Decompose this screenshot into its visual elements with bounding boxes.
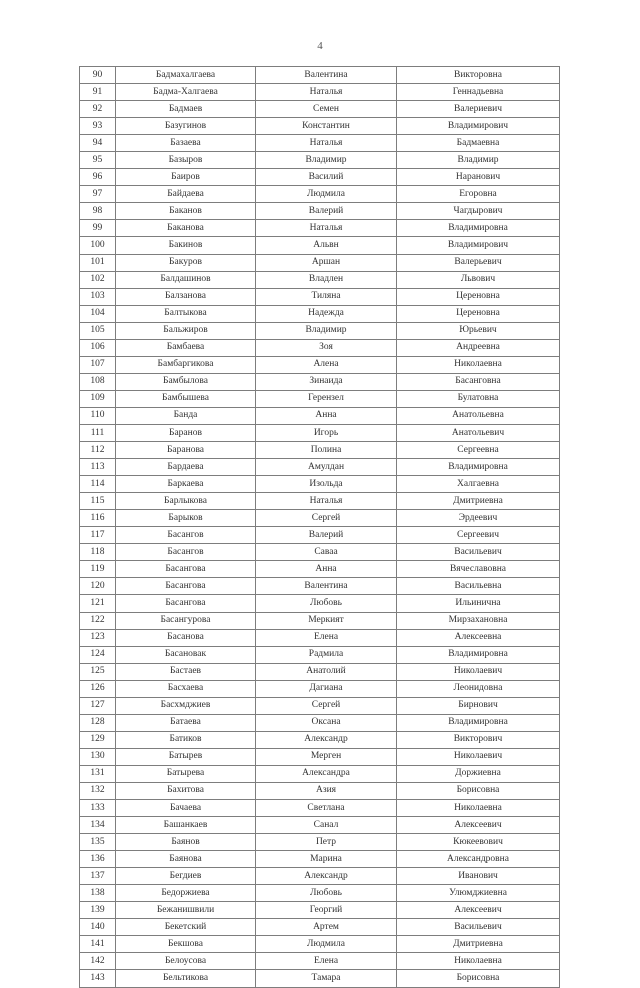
row-number-cell: 138 [80,885,116,902]
first-name-cell: Любовь [256,885,397,902]
first-name-cell: Сергей [256,510,397,527]
last-name-cell: Банда [116,407,256,424]
row-number-cell: 129 [80,731,116,748]
last-name-cell: Бардаева [116,459,256,476]
patronymic-cell: Александровна [397,851,560,868]
row-number-cell: 96 [80,169,116,186]
table-row [80,748,560,765]
first-name-cell: Азия [256,782,397,799]
patronymic-cell: Иванович [397,868,560,885]
patronymic-cell: Дмитриевна [397,936,560,953]
first-name-cell: Дагиана [256,680,397,697]
first-name-cell: Петр [256,834,397,851]
row-number-cell: 101 [80,254,116,271]
table-row [80,612,560,629]
row-number-cell: 112 [80,442,116,459]
row-number-cell: 123 [80,629,116,646]
first-name-cell: Любовь [256,595,397,612]
table-row [80,288,560,305]
table-row [80,169,560,186]
first-name-cell: Наталья [256,220,397,237]
row-number-cell: 140 [80,919,116,936]
last-name-cell: Барыков [116,510,256,527]
first-name-cell: Радмила [256,646,397,663]
last-name-cell: Базыров [116,152,256,169]
table-row [80,868,560,885]
patronymic-cell: Львович [397,271,560,288]
patronymic-cell: Наранович [397,169,560,186]
patronymic-cell: Халгаевна [397,476,560,493]
patronymic-cell: Дмитриевна [397,493,560,510]
last-name-cell: Байдаева [116,186,256,203]
last-name-cell: Баркаева [116,476,256,493]
row-number-cell: 128 [80,714,116,731]
table-row [80,970,560,987]
patronymic-cell: Викторовна [397,67,560,84]
patronymic-cell: Николаевич [397,748,560,765]
row-number-cell: 118 [80,544,116,561]
last-name-cell: Базаева [116,135,256,152]
table-row [80,101,560,118]
row-number-cell: 92 [80,101,116,118]
last-name-cell: Баканов [116,203,256,220]
row-number-cell: 120 [80,578,116,595]
first-name-cell: Марина [256,851,397,868]
table-row [80,646,560,663]
last-name-cell: Бекшова [116,936,256,953]
table-row [80,629,560,646]
row-number-cell: 113 [80,459,116,476]
table-row [80,561,560,578]
last-name-cell: Баранов [116,424,256,441]
patronymic-cell: Валериевич [397,101,560,118]
first-name-cell: Валентина [256,67,397,84]
patronymic-cell: Сергеевич [397,527,560,544]
last-name-cell: Басхмджиев [116,697,256,714]
patronymic-cell: Валерьевич [397,254,560,271]
last-name-cell: Басангова [116,561,256,578]
table-row [80,442,560,459]
last-name-cell: Белоусова [116,953,256,970]
table-row [80,271,560,288]
last-name-cell: Бекетский [116,919,256,936]
patronymic-cell: Басанговна [397,373,560,390]
last-name-cell: Бадма-Халгаева [116,84,256,101]
patronymic-cell: Цереновна [397,288,560,305]
patronymic-cell: Николаевна [397,800,560,817]
last-name-cell: Басанова [116,629,256,646]
first-name-cell: Александра [256,765,397,782]
last-name-cell: Батырев [116,748,256,765]
first-name-cell: Людмила [256,936,397,953]
row-number-cell: 93 [80,118,116,135]
last-name-cell: Баянова [116,851,256,868]
patronymic-cell: Владимировна [397,646,560,663]
row-number-cell: 108 [80,373,116,390]
last-name-cell: Басангов [116,544,256,561]
row-number-cell: 110 [80,407,116,424]
table-row [80,527,560,544]
row-number-cell: 125 [80,663,116,680]
patronymic-cell: Улюмджиевна [397,885,560,902]
last-name-cell: Бамбаргикова [116,356,256,373]
last-name-cell: Басангов [116,527,256,544]
row-number-cell: 122 [80,612,116,629]
patronymic-cell: Владимир [397,152,560,169]
last-name-cell: Бадмаев [116,101,256,118]
patronymic-cell: Владимировна [397,714,560,731]
patronymic-cell: Леонидовна [397,680,560,697]
last-name-cell: Бастаев [116,663,256,680]
table-row [80,595,560,612]
patronymic-cell: Андреевна [397,339,560,356]
row-number-cell: 124 [80,646,116,663]
first-name-cell: Анна [256,407,397,424]
first-name-cell: Аршан [256,254,397,271]
patronymic-cell: Владимировна [397,459,560,476]
table-row [80,305,560,322]
first-name-cell: Владимир [256,152,397,169]
table-row [80,322,560,339]
patronymic-cell: Анатольевич [397,424,560,441]
last-name-cell: Базугинов [116,118,256,135]
first-name-cell: Георгий [256,902,397,919]
last-name-cell: Бедоржиева [116,885,256,902]
first-name-cell: Елена [256,629,397,646]
row-number-cell: 143 [80,970,116,987]
row-number-cell: 136 [80,851,116,868]
patronymic-cell: Бирнович [397,697,560,714]
first-name-cell: Изольда [256,476,397,493]
table-row [80,851,560,868]
first-name-cell: Наталья [256,493,397,510]
first-name-cell: Александр [256,868,397,885]
last-name-cell: Бежанишвили [116,902,256,919]
first-name-cell: Наталья [256,135,397,152]
table-row [80,663,560,680]
last-name-cell: Бакинов [116,237,256,254]
patronymic-cell: Борисовна [397,970,560,987]
table-row [80,493,560,510]
first-name-cell: Оксана [256,714,397,731]
last-name-cell: Баканова [116,220,256,237]
patronymic-cell: Юрьевич [397,322,560,339]
row-number-cell: 95 [80,152,116,169]
row-number-cell: 126 [80,680,116,697]
first-name-cell: Елена [256,953,397,970]
table-row [80,424,560,441]
table-row [80,953,560,970]
row-number-cell: 116 [80,510,116,527]
table-row [80,84,560,101]
first-name-cell: Владлен [256,271,397,288]
row-number-cell: 119 [80,561,116,578]
table-row [80,902,560,919]
first-name-cell: Валерий [256,203,397,220]
first-name-cell: Людмила [256,186,397,203]
table-row [80,186,560,203]
row-number-cell: 109 [80,390,116,407]
last-name-cell: Бахитова [116,782,256,799]
row-number-cell: 127 [80,697,116,714]
row-number-cell: 121 [80,595,116,612]
row-number-cell: 132 [80,782,116,799]
last-name-cell: Бамбаева [116,339,256,356]
patronymic-cell: Ильинична [397,595,560,612]
patronymic-cell: Викторович [397,731,560,748]
row-number-cell: 114 [80,476,116,493]
first-name-cell: Анатолий [256,663,397,680]
row-number-cell: 105 [80,322,116,339]
patronymic-cell: Николаевна [397,356,560,373]
patronymic-cell: Егоровна [397,186,560,203]
table-row [80,936,560,953]
last-name-cell: Барлыкова [116,493,256,510]
patronymic-cell: Владимирович [397,118,560,135]
first-name-cell: Меркият [256,612,397,629]
patronymic-cell: Геннадьевна [397,84,560,101]
row-number-cell: 102 [80,271,116,288]
last-name-cell: Басангова [116,578,256,595]
table-row [80,407,560,424]
last-name-cell: Бегдиев [116,868,256,885]
last-name-cell: Балтыкова [116,305,256,322]
patronymic-cell: Кюкеевович [397,834,560,851]
row-number-cell: 135 [80,834,116,851]
table-row [80,714,560,731]
patronymic-cell: Алексеевич [397,817,560,834]
table-row [80,254,560,271]
last-name-cell: Бальжиров [116,322,256,339]
last-name-cell: Бадмахалгаева [116,67,256,84]
table-row [80,476,560,493]
patronymic-cell: Эрдеевич [397,510,560,527]
table-row [80,67,560,84]
table-row [80,135,560,152]
first-name-cell: Валентина [256,578,397,595]
row-number-cell: 94 [80,135,116,152]
patronymic-cell: Васильевна [397,578,560,595]
last-name-cell: Басановак [116,646,256,663]
table-row [80,390,560,407]
row-number-cell: 141 [80,936,116,953]
table-row [80,510,560,527]
first-name-cell: Светлана [256,800,397,817]
first-name-cell: Санал [256,817,397,834]
last-name-cell: Батырева [116,765,256,782]
first-name-cell: Валерий [256,527,397,544]
row-number-cell: 111 [80,424,116,441]
patronymic-cell: Бадмаевна [397,135,560,152]
table-row [80,697,560,714]
patronymic-cell: Владимирович [397,237,560,254]
patronymic-cell: Мирзахановна [397,612,560,629]
row-number-cell: 137 [80,868,116,885]
patronymic-cell: Васильевич [397,544,560,561]
table-row [80,459,560,476]
last-name-cell: Батаева [116,714,256,731]
first-name-cell: Игорь [256,424,397,441]
row-number-cell: 98 [80,203,116,220]
last-name-cell: Басангова [116,595,256,612]
first-name-cell: Александр [256,731,397,748]
first-name-cell: Наталья [256,84,397,101]
first-name-cell: Владимир [256,322,397,339]
first-name-cell: Василий [256,169,397,186]
first-name-cell: Сергей [256,697,397,714]
row-number-cell: 103 [80,288,116,305]
row-number-cell: 117 [80,527,116,544]
patronymic-cell: Вячеславовна [397,561,560,578]
first-name-cell: Полина [256,442,397,459]
first-name-cell: Тиляна [256,288,397,305]
table-row [80,203,560,220]
first-name-cell: Семен [256,101,397,118]
row-number-cell: 134 [80,817,116,834]
patronymic-cell: Алексеевна [397,629,560,646]
names-table-body [80,67,560,988]
first-name-cell: Константин [256,118,397,135]
first-name-cell: Тамара [256,970,397,987]
row-number-cell: 139 [80,902,116,919]
last-name-cell: Башанкаев [116,817,256,834]
last-name-cell: Баиров [116,169,256,186]
first-name-cell: Амулдан [256,459,397,476]
table-row [80,373,560,390]
table-row [80,544,560,561]
last-name-cell: Басхаева [116,680,256,697]
row-number-cell: 91 [80,84,116,101]
first-name-cell: Зоя [256,339,397,356]
last-name-cell: Бельтикова [116,970,256,987]
patronymic-cell: Владимировна [397,220,560,237]
row-number-cell: 100 [80,237,116,254]
last-name-cell: Балдашинов [116,271,256,288]
first-name-cell: Герензел [256,390,397,407]
table-row [80,800,560,817]
last-name-cell: Басангурова [116,612,256,629]
last-name-cell: Бамбылова [116,373,256,390]
patronymic-cell: Булатовна [397,390,560,407]
patronymic-cell: Васильевич [397,919,560,936]
table-row [80,834,560,851]
row-number-cell: 131 [80,765,116,782]
row-number-cell: 107 [80,356,116,373]
table-row [80,919,560,936]
table-row [80,817,560,834]
table-row [80,152,560,169]
table-row [80,680,560,697]
last-name-cell: Бакуров [116,254,256,271]
patronymic-cell: Сергеевна [397,442,560,459]
row-number-cell: 130 [80,748,116,765]
names-table [79,66,560,988]
page-number: 4 [317,40,323,52]
patronymic-cell: Доржиевна [397,765,560,782]
patronymic-cell: Цереновна [397,305,560,322]
table-row [80,356,560,373]
last-name-cell: Батиков [116,731,256,748]
table-row [80,782,560,799]
patronymic-cell: Чагдырович [397,203,560,220]
last-name-cell: Бачаева [116,800,256,817]
first-name-cell: Саваа [256,544,397,561]
table-row [80,578,560,595]
table-row [80,118,560,135]
first-name-cell: Надежда [256,305,397,322]
first-name-cell: Мерген [256,748,397,765]
last-name-cell: Балзанова [116,288,256,305]
table-row [80,339,560,356]
row-number-cell: 142 [80,953,116,970]
table-row [80,765,560,782]
row-number-cell: 99 [80,220,116,237]
first-name-cell: Артем [256,919,397,936]
last-name-cell: Бамбышева [116,390,256,407]
row-number-cell: 115 [80,493,116,510]
patronymic-cell: Николаевич [397,663,560,680]
row-number-cell: 133 [80,800,116,817]
table-row [80,220,560,237]
first-name-cell: Алена [256,356,397,373]
patronymic-cell: Анатольевна [397,407,560,424]
first-name-cell: Анна [256,561,397,578]
patronymic-cell: Николаевна [397,953,560,970]
table-row [80,731,560,748]
table-row [80,237,560,254]
row-number-cell: 97 [80,186,116,203]
first-name-cell: Альвн [256,237,397,254]
first-name-cell: Зинаида [256,373,397,390]
last-name-cell: Баянов [116,834,256,851]
last-name-cell: Баранова [116,442,256,459]
patronymic-cell: Алексеевич [397,902,560,919]
row-number-cell: 90 [80,67,116,84]
row-number-cell: 106 [80,339,116,356]
table-row [80,885,560,902]
patronymic-cell: Борисовна [397,782,560,799]
row-number-cell: 104 [80,305,116,322]
